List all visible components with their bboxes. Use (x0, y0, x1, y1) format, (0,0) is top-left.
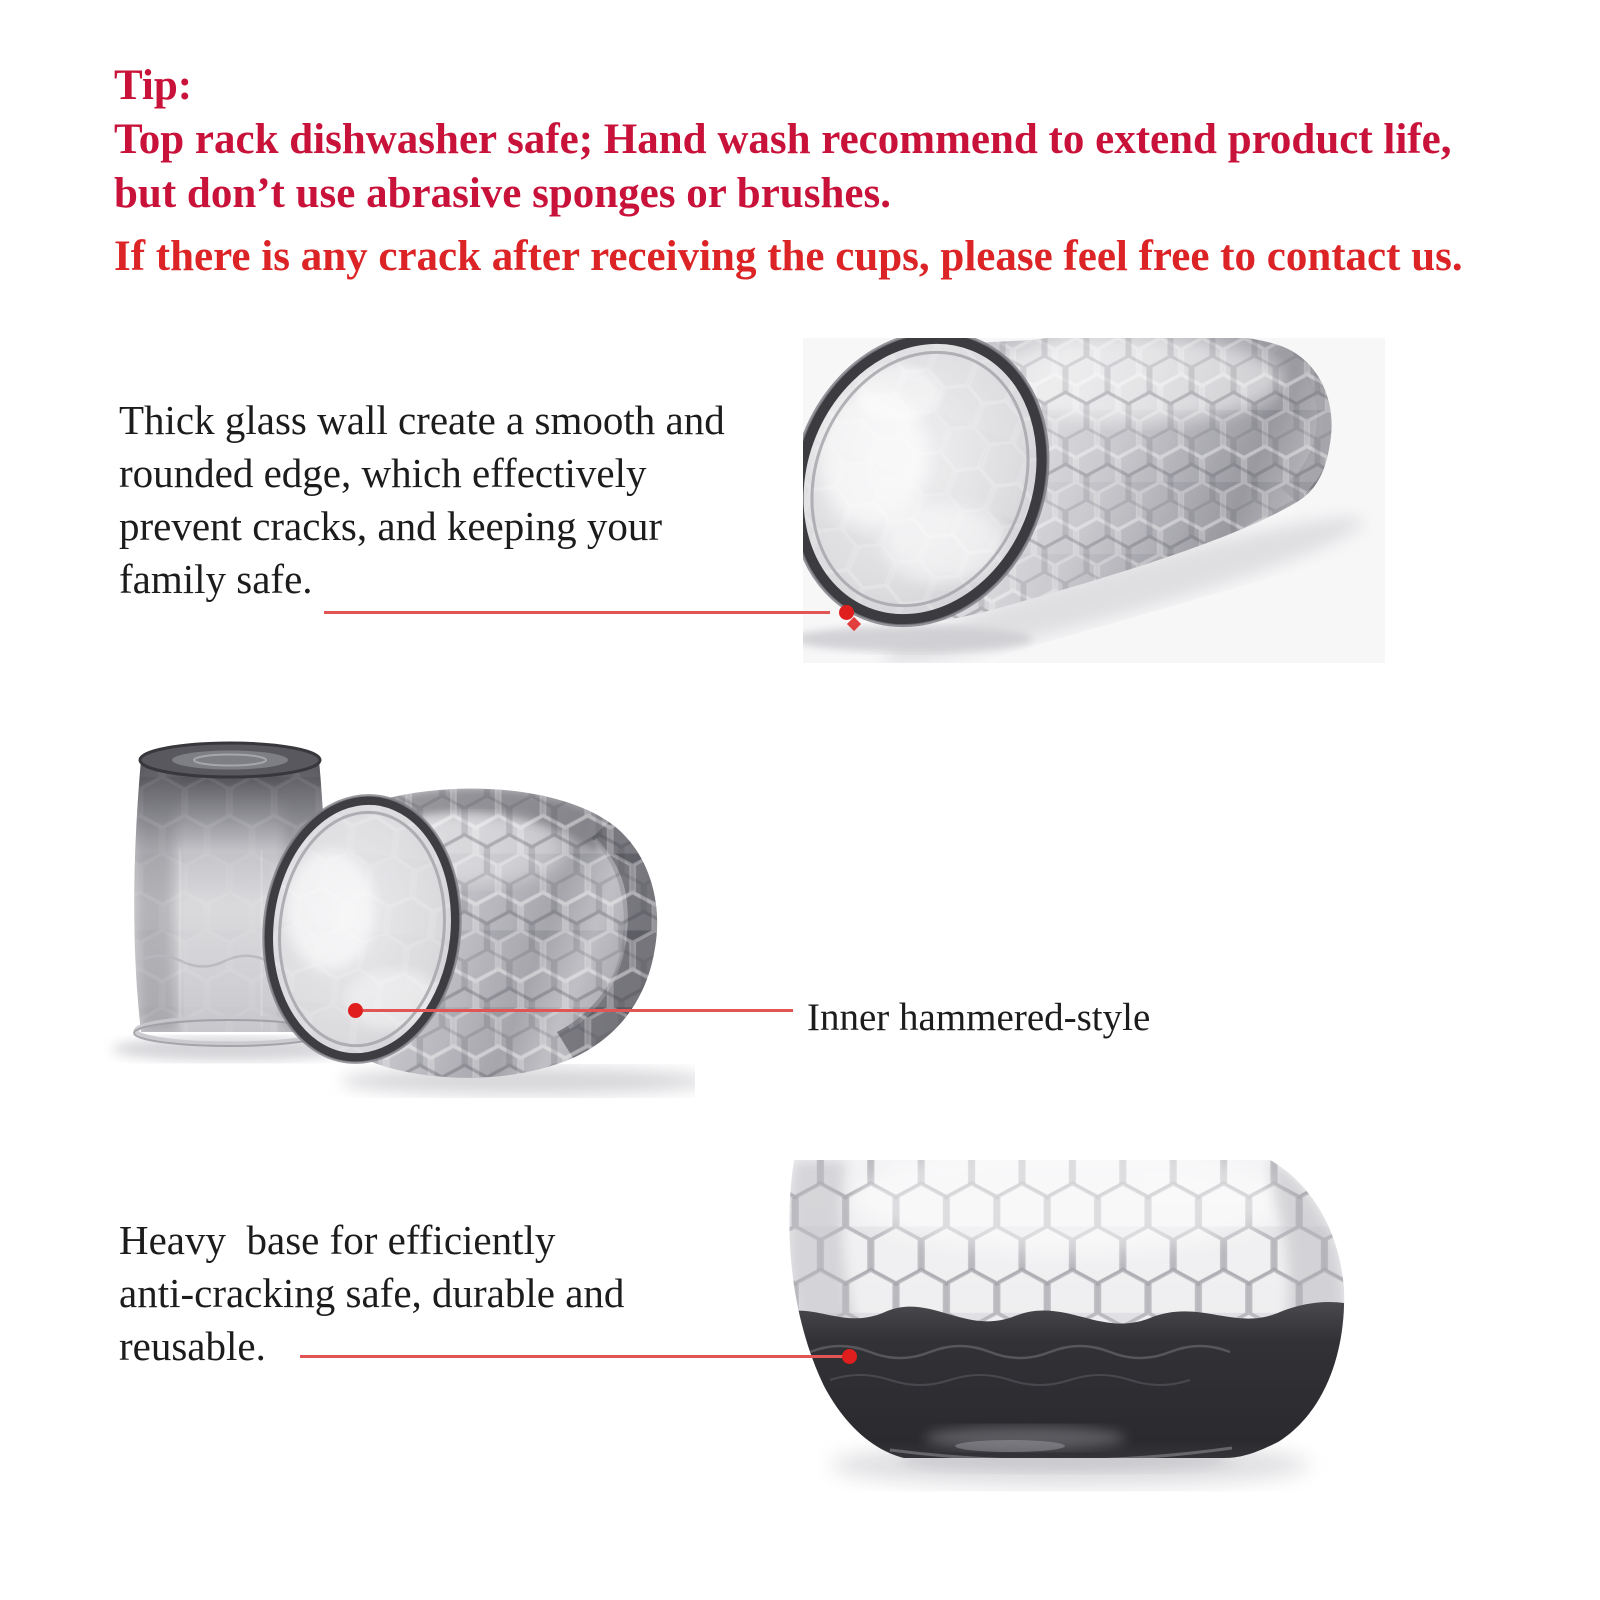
heavy-base-line-2: anti-cracking safe, durable and (119, 1270, 625, 1316)
thick-wall-text (119, 394, 799, 606)
base-closeup-photo (770, 1140, 1370, 1500)
tip-line-2: but don’t use abrasive sponges or brushes. (114, 170, 891, 217)
thick-wall-line-3: prevent cracks, and keeping your (119, 503, 663, 549)
tip-block (114, 58, 1514, 284)
two-cups-photo (95, 700, 695, 1100)
tip-line-1: Top rack dishwasher safe; Hand wash recommend to extend product life, (114, 116, 1452, 163)
thick-wall-line-1: Thick glass wall create a smooth and (119, 397, 725, 443)
connector-line-inner (363, 1009, 793, 1012)
thick-wall-line-2: rounded edge, which effectively (119, 450, 647, 496)
heavy-base-line-1: Heavy base for efficiently (119, 1217, 556, 1263)
inner-hammered-label: Inner hammered-style (807, 996, 1151, 1039)
connector-dot-inner (348, 1003, 363, 1018)
rim-closeup-photo (803, 338, 1385, 663)
cup-heavy-base-closeup (770, 1140, 1370, 1500)
tip-heading: Tip: (114, 62, 193, 109)
connector-line-base (300, 1355, 845, 1358)
cup-base-body (770, 1140, 1370, 1500)
connector-dot-base (842, 1349, 857, 1364)
tip-line-3: If there is any crack after receiving the cups, please feel free to contact us. (114, 233, 1463, 280)
heavy-base-text (119, 1214, 759, 1373)
thick-wall-line-4: family safe. (119, 556, 313, 602)
heavy-base-line-3: reusable. (119, 1323, 266, 1369)
lying-cup (251, 785, 658, 1077)
connector-line-rim (324, 611, 830, 614)
tilted-cup-rim-closeup (803, 338, 1385, 663)
two-smoke-gray-hammered-cups (95, 700, 695, 1100)
